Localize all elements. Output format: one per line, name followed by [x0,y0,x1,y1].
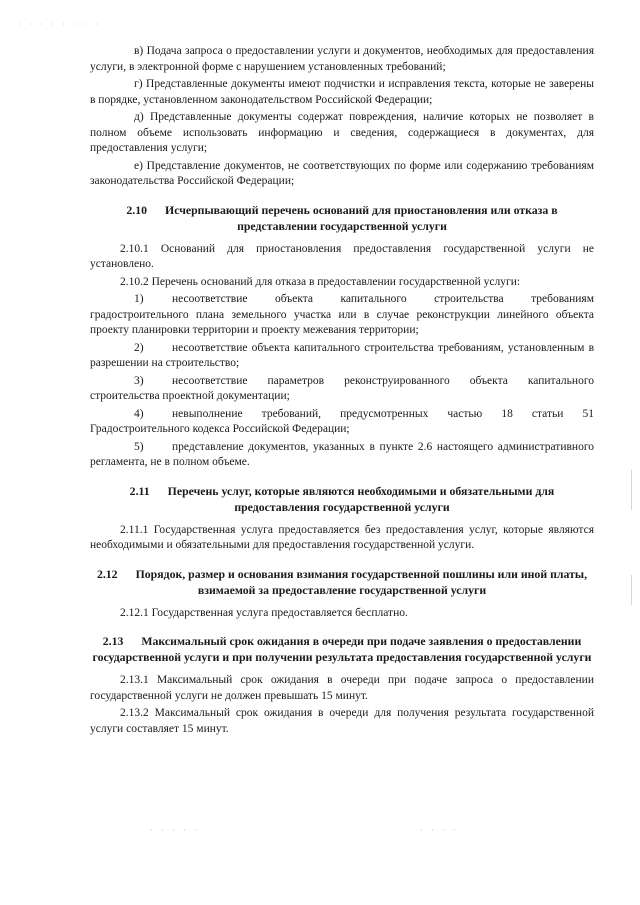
section-title: Перечень услуг, которые являются необходимыми и обязательными для предоставления государственной услуги [167,483,555,514]
paragraph: в) Подача запроса о предоставлении услуги и документов, необходимых для предоставления услуги, в электронной форме с нарушением установленных требований; [90,45,594,73]
list-item [90,374,594,405]
list-item [90,341,594,372]
list-item-number: 4) [134,407,144,420]
section-number: 2.11 [129,483,150,498]
list-item-text: несоответствие объекта капитального строительства требованиям градостроительного плана земельного участка или в случае реконструкции линейного объекта проекту планировки территории и проекту межевания территории; [90,293,594,336]
section-title: Порядок, размер и основания взимания государственной пошлины или иной платы, взимаемой за предоставление государственной услуги [135,566,588,597]
list-item [90,440,594,471]
section-heading-2-12 [90,566,594,598]
scan-artifact: · · · · · · · · [18,20,102,29]
paragraph: 2.13.2 Максимальный срок ожидания в очереди для получения результата государственной услуги составляет 15 минут. [90,707,594,735]
section-heading-2-11 [90,483,594,515]
list-item-number: 3) [134,374,144,387]
section-number: 2.10 [126,202,148,217]
paragraph: 2.10.2 Перечень оснований для отказа в предоставлении государственной услуги: [120,275,521,288]
list-item-text: представление документов, указанных в пункте 2.6 настоящего административного регламента, не в полном объеме. [90,440,594,468]
list-item-text: несоответствие объекта капитального строительства требованиям, установленным в разрешении на строительство; [90,341,594,369]
paragraph: е) Представление документов, не соответствующих по форме или содержанию требованиям законодательства Российской Федерации; [90,159,594,187]
list-item-number: 5) [134,440,144,453]
paragraph: г) Представленные документы имеют подчистки и исправления текста, которые не заверены в порядке, установленном законодательством Российской Федерации; [90,78,594,106]
list-item-number: 2) [134,341,144,354]
paragraph: 2.12.1 Государственная услуга предоставляется бесплатно. [120,606,408,619]
paragraph: 2.11.1 Государственная услуга предоставляется без предоставления услуг, которые являются необходимыми и обязательными для предоставления государственной услуги. [90,523,594,551]
section-heading-2-10 [90,202,594,234]
paragraph: 2.10.1 Оснований для приостановления предоставления государственной услуги не установлено. [90,242,594,270]
list-item-text: несоответствие параметров реконструированного объекта капитального строительства проектной документации; [90,374,594,402]
list-item [90,292,594,339]
paragraph: 2.13.1 Максимальный срок ожидания в очереди при подаче запроса о предоставлении государственной услуги не должен превышать 15 минут. [90,674,594,702]
scan-artifact: · · · · [420,826,459,835]
scan-edge-mark [631,575,632,605]
section-number: 2.12 [96,566,118,581]
document-body [90,44,594,739]
list-item [90,407,594,438]
section-title: Максимальный срок ожидания в очереди при подаче заявления о предоставлении государственной услуги и при получении результата предоставления государственной услуги [92,634,592,664]
section-number: 2.13 [102,634,124,648]
list-item-number: 1) [134,293,144,305]
paragraph: д) Представленные документы содержат повреждения, наличие которых не позволяет в полном объеме использовать информацию и сведения, содержащиеся в документах, для предоставления услуги; [90,111,594,154]
list-item-text: невыполнение требований, предусмотренных частью 18 статьи 51 Градостроительного кодекса Российской Федерации; [90,407,594,435]
section-heading-2-13 [90,633,594,665]
section-title: Исчерпывающий перечень оснований для приостановления или отказа в представлении государственной услуги [165,202,558,233]
scan-edge-mark [631,470,632,510]
scan-artifact: · · · · · [150,826,200,835]
